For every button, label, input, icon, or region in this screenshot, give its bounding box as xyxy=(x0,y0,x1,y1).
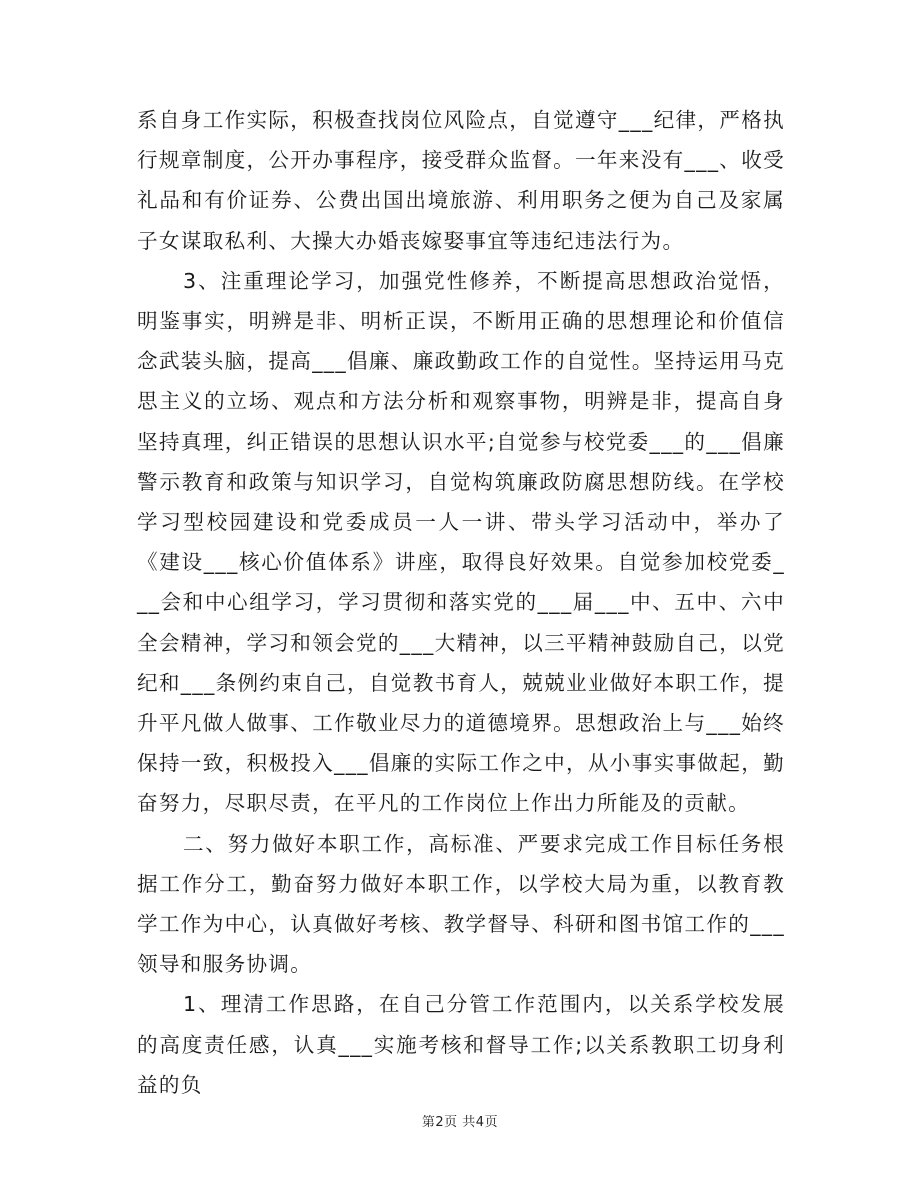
paragraph-section-two: 二、努力做好本职工作，高标准、严要求完成工作目标任务根据工作分工，勤奋努力做好本职工作，以学校大局为重，以教育教学工作为中心，认真做好考核、教学督导、科研和图书馆工作的___领导和服务协调。 xyxy=(137,831,785,977)
page-number-footer: 第2页 共4页 xyxy=(421,1115,499,1130)
paragraph-work-approach: 1、理清工作思路，在自己分管工作范围内，以关系学校发展的高度责任感，认真___实施考核和督导工作;以关系教职工切身利益的负 xyxy=(137,992,785,1097)
paragraph-theory-study: 3、注重理论学习，加强党性修养，不断提高思想政治觉悟，明鉴事实，明辨是非、明析正误，不断用正确的思想理论和价值信念武装头脑，提高___倡廉、廉政勤政工作的自觉性。坚持运用马克思主义的立场、观点和方法分析和观察事物，明辨是非，提高自身坚持真理，纠正错误的思想认识水平;自觉参与校党委___的___倡廉警示教育和政策与知识学习，自觉构筑廉政防腐思想防线。在学校学习型校园建设和党委成员一人一讲、带头学习活动中，举办了《建设___核心价值体系》讲座，取得良好效果。自觉参加校党委___会和中心组学习，学习贯彻和落实党的___届___中、五中、六中全会精神，学习和领会党的___大精神，以三平精神鼓励自己，以党纪和___条例约束自己，自觉教书育人，兢兢业业做好本职工作，提升平凡做人做事、工作敬业尽力的道德境界。思想政治上与___始终保持一致，积极投入___倡廉的实际工作之中，从小事实事做起，勤奋努力，尽职尽责，在平凡的工作岗位上作出力所能及的贡献。 xyxy=(137,268,785,816)
document-body xyxy=(137,100,785,1105)
paragraph-continuation: 系自身工作实际，积极查找岗位风险点，自觉遵守___纪律，严格执行规章制度，公开办事程序，接受群众监督。一年来没有___、收受礼品和有价证券、公费出国出境旅游、利用职务之便为自己及家属子女谋取私利、大操大办婚丧嫁娶事宜等违纪违法行为。 xyxy=(137,108,785,253)
